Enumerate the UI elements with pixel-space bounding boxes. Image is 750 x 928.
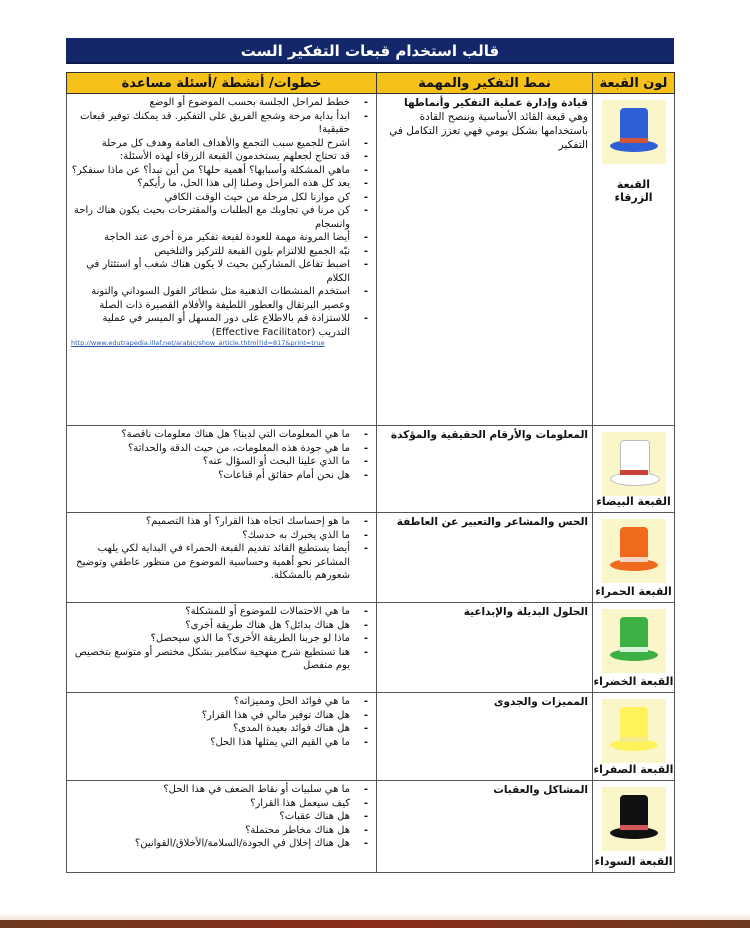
hat-label: القبعة السوداء xyxy=(594,855,673,868)
reference-link[interactable]: http://www.edutrapedia.illaf.net/arabic/show_article.thtml?id=817&print=true xyxy=(71,339,325,347)
mode-title: المميزات والجدوى xyxy=(493,696,588,708)
step-item: - أيضا المرونة مهمة للعودة لقبعة تفكير مرة أخرى عند الحاجة xyxy=(71,231,372,245)
step-item: - ما هو إحساسك اتجاه هذا القرار؟ أو هذا التصميم؟ xyxy=(71,515,372,529)
thinking-mode-cell xyxy=(377,603,593,693)
step-item: - نبّه الجميع للالتزام بلون القبعة للتركيز والتلخيص xyxy=(71,245,372,259)
step-item: - ما الذي يخبرك به حدسك؟ xyxy=(71,529,372,543)
hat-color-cell xyxy=(593,781,675,873)
thinking-mode-cell xyxy=(377,693,593,781)
mode-title: قيادة وإدارة عملية التفكير وأنماطها xyxy=(404,97,588,109)
steps-cell xyxy=(67,426,377,513)
red-hat-icon xyxy=(602,519,666,583)
steps-list xyxy=(71,96,372,339)
steps-cell xyxy=(67,513,377,603)
step-item: - ما هي المعلومات التي لدينا؟ هل هناك معلومات ناقصة؟ xyxy=(71,428,372,442)
step-item: - كيف سيعمل هذا القرار؟ xyxy=(71,797,372,811)
steps-list xyxy=(71,605,372,673)
step-item: - استخدم المنشطات الذهنية مثل شطائر الفول السوداني والتونة وعصير البرتقال والعطور اللطيفة والأفلام القصيرة ذات الصلة xyxy=(71,285,372,312)
step-item: - ما هي القيم التي يمثلها هذا الحل؟ xyxy=(71,736,372,750)
steps-cell xyxy=(67,781,377,873)
step-item: - للاستزادة قم بالاطلاع على دور المسهل أو الميسر في عملية التدريب (Effective Facilitator) xyxy=(71,312,372,339)
hat-label: القبعة البيضاء xyxy=(596,495,671,508)
table-row xyxy=(67,781,675,873)
mode-title: المشاكل والعقبات xyxy=(493,784,588,796)
footer-bar xyxy=(0,920,750,928)
step-item: - كن موازنا لكل مرحلة من حيث الوقت الكافي xyxy=(71,191,372,205)
hat-color-cell xyxy=(593,603,675,693)
hat-label: القبعة الحمراء xyxy=(595,585,672,598)
blue-hat-icon xyxy=(602,100,666,164)
white-hat-icon xyxy=(602,432,666,496)
step-item: - أيضا يستطيع القائد تقديم القبعة الحمراء في البداية لكي يلهب المشاعر نحو أهمية وحساسية الموضوع من منظور عاطفي وتوضيح شعورهم بالمشكلة. xyxy=(71,542,372,583)
steps-cell xyxy=(67,94,377,426)
mode-title: الحلول البديلة والإبداعية xyxy=(463,606,588,618)
six-hats-table xyxy=(66,72,675,873)
hat-band xyxy=(620,647,648,652)
hat-color-cell xyxy=(593,693,675,781)
page-title: قالب استخدام قبعات التفكير الست xyxy=(66,38,674,64)
hat-label: القبعة الصفراء xyxy=(593,763,674,776)
thinking-mode-cell xyxy=(377,426,593,513)
step-item: - هل هناك توفير مالي في هذا القرار؟ xyxy=(71,709,372,723)
header-mode: نمط التفكير والمهمة xyxy=(377,73,593,94)
step-item: - ما هي سلبيات أو نقاط الضعف في هذا الحل؟ xyxy=(71,783,372,797)
table-row xyxy=(67,426,675,513)
step-item: - هل هناك إخلال في الجودة/السلامة/الأخلاق/القوانين؟ xyxy=(71,837,372,851)
hat-label: القبعة الخضراء xyxy=(593,675,674,688)
table-header-row xyxy=(67,73,675,94)
yellow-hat-icon xyxy=(602,699,666,763)
step-item: - خطط لمراحل الجلسة بحسب الموضوع أو الوضع xyxy=(71,96,372,110)
mode-description: وهي قبعة القائد الأساسية وننصح القادة باستخدامها بشكل يومي فهي تعزز التكامل في التفكير xyxy=(389,111,588,151)
mode-title: المعلومات والأرقام الحقيقية والمؤكدة xyxy=(390,429,588,441)
hat-color-cell xyxy=(593,94,675,426)
step-item: - كن مرنا في تجاوبك مع الطلبات والمقترحات بحيث يكون هناك راحة وانسجام xyxy=(71,204,372,231)
thinking-mode-cell xyxy=(377,513,593,603)
hat-band xyxy=(620,737,648,742)
mode-title: الحس والمشاعر والتعبير عن العاطفة xyxy=(396,516,588,528)
hat-color-cell xyxy=(593,513,675,603)
step-item: - اضبط تفاعل المشاركين بحيث لا يكون هناك شغب أو استئثار في الكلام xyxy=(71,258,372,285)
step-item: - هل هناك بدائل؟ هل هناك طريقة أخرى؟ xyxy=(71,619,372,633)
step-item: - هل هناك مخاطر محتملة؟ xyxy=(71,824,372,838)
step-item: - بعد كل هذه المراحل وصلنا إلى هذا الحل، ما رأيكم؟ xyxy=(71,177,372,191)
table-row xyxy=(67,603,675,693)
step-item: - ما الذي علينا البحث أو السؤال عنه؟ xyxy=(71,455,372,469)
header-hat-color: لون القبعة xyxy=(593,73,675,94)
table-row xyxy=(67,693,675,781)
black-hat-icon xyxy=(602,787,666,851)
step-item: - ما هي فوائد الحل ومميزاته؟ xyxy=(71,695,372,709)
steps-cell xyxy=(67,603,377,693)
hat-color-cell xyxy=(593,426,675,513)
step-item: - ابدأ بداية مرحة وشجع الفريق على التفكير. قد يمكنك توفير قبعات حقيقية! xyxy=(71,110,372,137)
step-item: - ماهي المشكلة وأسبابها؟ أهمية حلها؟ من أين نبدأ؟ عن ماذا سنفكر؟ xyxy=(71,164,372,178)
header-steps: خطوات/ أنشطة /أسئلة مساعدة xyxy=(67,73,377,94)
step-item: - هنا تستطيع شرح منهجية سكامبر بشكل مختصر أو متوسع بتخصيص يوم منفصل xyxy=(71,646,372,673)
footer-fade xyxy=(0,912,750,920)
thinking-mode-cell xyxy=(377,781,593,873)
green-hat-icon xyxy=(602,609,666,673)
thinking-mode-cell xyxy=(377,94,593,426)
hat-band xyxy=(620,557,648,562)
table-row xyxy=(67,94,675,426)
step-item: - ما هي الاحتمالات للموضوع أو للمشكلة؟ xyxy=(71,605,372,619)
steps-list xyxy=(71,695,372,749)
steps-list xyxy=(71,783,372,851)
step-item: - قد تحتاج لجعلهم يستخدمون القبعة الزرقاء لهذه الأسئلة: xyxy=(71,150,372,164)
steps-list xyxy=(71,515,372,583)
hat-band xyxy=(620,470,648,475)
steps-list xyxy=(71,428,372,482)
step-item: - هل نحن أمام حقائق أم قناعات؟ xyxy=(71,469,372,483)
hat-band xyxy=(620,825,648,830)
hat-label: القبعة الزرقاء xyxy=(614,178,653,204)
table-row xyxy=(67,513,675,603)
hat-band xyxy=(620,138,648,143)
step-item: - هل هناك فوائد بعيدة المدى؟ xyxy=(71,722,372,736)
steps-cell xyxy=(67,693,377,781)
step-item: - اشرح للجميع سبب التجمع والأهداف العامة وهدف كل مرحلة xyxy=(71,137,372,151)
step-item: - ماذا لو جربنا الطريقة الأخرى؟ ما الذي سيحصل؟ xyxy=(71,632,372,646)
step-item: - ما هي جودة هذه المعلومات، من حيث الدقة والحداثة؟ xyxy=(71,442,372,456)
step-item: - هل هناك عقبات؟ xyxy=(71,810,372,824)
